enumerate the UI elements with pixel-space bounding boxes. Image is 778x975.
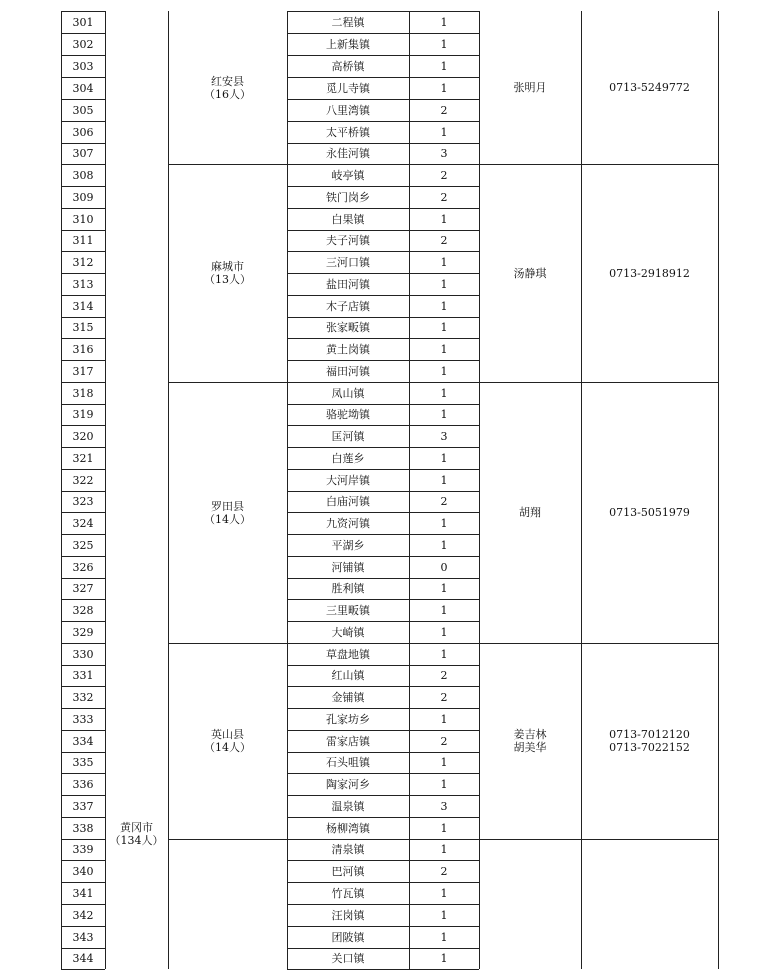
row-number: 336 xyxy=(72,777,94,791)
group-divider xyxy=(479,839,718,840)
town-name: 三河口镇 xyxy=(326,255,370,269)
grid-line-vertical xyxy=(718,11,719,969)
town-name: 陶家河乡 xyxy=(326,777,370,791)
row-number: 308 xyxy=(72,168,94,182)
town-name: 岐亭镇 xyxy=(331,168,365,182)
row-number: 339 xyxy=(72,843,94,856)
row-number: 319 xyxy=(72,408,94,421)
quota-count: 2 xyxy=(440,864,448,878)
town-name: 白果镇 xyxy=(331,212,365,226)
town-name: 九资河镇 xyxy=(326,516,370,530)
quota-count: 1 xyxy=(440,342,448,356)
contact-name: 张明月 xyxy=(513,81,547,94)
town-name: 平湖乡 xyxy=(331,538,365,552)
town-name: 河铺镇 xyxy=(331,560,365,574)
town-name: 雷家店镇 xyxy=(326,734,370,748)
row-number: 323 xyxy=(72,495,94,508)
phone-number: 0713-2918912 xyxy=(609,266,690,280)
quota-count: 2 xyxy=(440,103,448,117)
row-number: 340 xyxy=(72,864,94,878)
town-name: 温泉镇 xyxy=(331,799,365,813)
town-name: 觅儿寺镇 xyxy=(326,81,370,95)
quota-count: 3 xyxy=(440,799,448,813)
group-divider xyxy=(168,839,287,840)
county-name: 英山县 xyxy=(211,728,244,741)
county-name: 麻城市 xyxy=(211,260,244,273)
grid-line-horizontal xyxy=(287,969,479,970)
quota-count: 1 xyxy=(440,386,448,400)
town-name: 白庙河镇 xyxy=(326,495,370,508)
county-cell xyxy=(168,643,287,839)
quota-count: 1 xyxy=(440,582,448,595)
row-number: 328 xyxy=(72,603,94,617)
quota-count: 2 xyxy=(440,495,448,508)
town-name: 骆驼坳镇 xyxy=(326,408,370,421)
row-number: 344 xyxy=(72,952,94,965)
town-name: 三里畈镇 xyxy=(326,603,370,617)
quota-count: 1 xyxy=(440,37,448,51)
town-name: 上新集镇 xyxy=(326,37,370,51)
city-name: 黄冈市 xyxy=(120,821,153,834)
quota-count: 1 xyxy=(440,408,448,421)
contact-cell xyxy=(479,164,581,382)
quota-count: 0 xyxy=(440,560,448,574)
city-cell xyxy=(105,816,168,852)
phone-number: 0713-7012120 xyxy=(609,728,690,741)
row-number: 309 xyxy=(72,190,94,204)
row-number: 305 xyxy=(72,103,94,117)
phone-cell xyxy=(581,382,718,643)
row-number: 341 xyxy=(72,886,94,900)
town-name: 永佳河镇 xyxy=(326,147,370,160)
row-number: 318 xyxy=(72,386,94,400)
row-number: 342 xyxy=(72,908,94,922)
quota-count: 1 xyxy=(440,647,448,661)
contact-cell xyxy=(479,11,581,164)
row-number: 329 xyxy=(72,625,94,639)
town-name: 孔家坊乡 xyxy=(326,712,370,726)
row-number: 338 xyxy=(72,821,94,835)
town-name: 关口镇 xyxy=(331,952,365,965)
quota-count: 2 xyxy=(440,669,448,682)
quota-count: 1 xyxy=(440,277,448,291)
quota-count: 1 xyxy=(440,821,448,835)
county-total: （14人） xyxy=(204,512,251,526)
row-number: 303 xyxy=(72,59,94,73)
row-number: 307 xyxy=(72,147,94,160)
town-name: 杨柳湾镇 xyxy=(326,821,370,835)
county-cell xyxy=(168,11,287,164)
quota-count: 1 xyxy=(440,473,448,487)
row-number: 314 xyxy=(72,299,94,313)
town-name: 竹瓦镇 xyxy=(331,886,365,900)
phone-cell xyxy=(581,643,718,839)
contact-name: 胡美华 xyxy=(513,741,547,754)
row-number: 312 xyxy=(72,255,94,269)
row-number: 337 xyxy=(72,799,94,813)
town-name: 红山镇 xyxy=(331,669,365,682)
quota-count: 1 xyxy=(440,81,448,95)
city-total: （134人） xyxy=(109,834,164,847)
town-name: 木子店镇 xyxy=(326,299,370,313)
quota-count: 1 xyxy=(440,952,448,965)
row-number: 324 xyxy=(72,516,94,530)
town-name: 铁门岗乡 xyxy=(326,190,370,204)
town-name: 清泉镇 xyxy=(331,843,365,856)
town-name: 草盘地镇 xyxy=(326,647,370,661)
row-number: 334 xyxy=(72,734,94,748)
town-name: 匡河镇 xyxy=(331,429,365,443)
quota-count: 2 xyxy=(440,168,448,182)
county-cell xyxy=(168,382,287,643)
town-name: 白莲乡 xyxy=(331,451,365,465)
row-number: 327 xyxy=(72,582,94,595)
quota-count: 1 xyxy=(440,603,448,617)
quota-count: 1 xyxy=(440,125,448,139)
quota-count: 1 xyxy=(440,625,448,639)
town-name: 大河岸镇 xyxy=(326,473,370,487)
contact-name: 汤静琪 xyxy=(513,266,547,280)
row-number: 310 xyxy=(72,212,94,226)
row-number: 316 xyxy=(72,342,94,356)
quota-count: 1 xyxy=(440,451,448,465)
town-name: 张家畈镇 xyxy=(326,321,370,334)
row-number: 313 xyxy=(72,277,94,291)
contact-cell xyxy=(479,643,581,839)
county-total: （16人） xyxy=(204,87,251,101)
quota-count: 1 xyxy=(440,364,448,378)
quota-count: 1 xyxy=(440,538,448,552)
contact-name: 姜吉林 xyxy=(513,728,547,741)
row-number: 325 xyxy=(72,538,94,552)
row-number: 332 xyxy=(72,690,94,704)
quota-count: 2 xyxy=(440,234,448,247)
quota-count: 1 xyxy=(440,212,448,226)
town-name: 八里湾镇 xyxy=(326,103,370,117)
county-total: （13人） xyxy=(204,273,251,286)
quota-count: 1 xyxy=(440,15,448,29)
town-name: 胜利镇 xyxy=(331,582,365,595)
town-name: 盐田河镇 xyxy=(326,277,370,291)
quota-count: 2 xyxy=(440,690,448,704)
phone-cell xyxy=(581,164,718,382)
row-number: 320 xyxy=(72,429,94,443)
row-number: 322 xyxy=(72,473,94,487)
row-number: 321 xyxy=(72,451,94,465)
row-number: 315 xyxy=(72,321,94,334)
row-number: 326 xyxy=(72,560,94,574)
phone-number: 0713-7022152 xyxy=(609,741,690,754)
quota-count: 1 xyxy=(440,255,448,269)
quota-count: 1 xyxy=(440,843,448,856)
phone-cell xyxy=(581,11,718,164)
row-number: 343 xyxy=(72,930,94,944)
quota-count: 1 xyxy=(440,516,448,530)
phone-number: 0713-5249772 xyxy=(609,81,690,94)
quota-count: 1 xyxy=(440,930,448,944)
quota-count: 1 xyxy=(440,908,448,922)
row-number: 302 xyxy=(72,37,94,51)
quota-count: 3 xyxy=(440,147,448,160)
quota-count: 2 xyxy=(440,190,448,204)
row-number: 317 xyxy=(72,364,94,378)
town-name: 高桥镇 xyxy=(331,59,365,73)
row-number: 330 xyxy=(72,647,94,661)
row-number: 311 xyxy=(72,234,94,247)
quota-count: 3 xyxy=(440,429,448,443)
town-name: 大崎镇 xyxy=(331,625,365,639)
town-name: 黄土岗镇 xyxy=(326,342,370,356)
quota-count: 1 xyxy=(440,299,448,313)
row-number: 304 xyxy=(72,81,94,95)
town-name: 汪岗镇 xyxy=(331,908,365,922)
quota-count: 2 xyxy=(440,734,448,748)
row-number: 306 xyxy=(72,125,94,139)
quota-count: 1 xyxy=(440,59,448,73)
county-name: 红安县 xyxy=(211,74,244,88)
town-name: 凤山镇 xyxy=(331,386,365,400)
grid-line-horizontal xyxy=(61,969,105,970)
row-number: 335 xyxy=(72,756,94,769)
quota-count: 1 xyxy=(440,777,448,791)
county-cell xyxy=(168,164,287,382)
town-name: 金铺镇 xyxy=(331,690,365,704)
town-name: 夫子河镇 xyxy=(326,234,370,247)
town-name: 二程镇 xyxy=(331,15,365,29)
row-number: 301 xyxy=(72,15,94,29)
contact-cell xyxy=(479,382,581,643)
row-number: 333 xyxy=(72,712,94,726)
town-name: 太平桥镇 xyxy=(326,125,370,139)
county-total: （14人） xyxy=(204,741,251,754)
town-name: 巴河镇 xyxy=(331,864,365,878)
quota-count: 1 xyxy=(440,756,448,769)
quota-count: 1 xyxy=(440,886,448,900)
quota-count: 1 xyxy=(440,321,448,334)
town-name: 石头咀镇 xyxy=(326,756,370,769)
contact-name: 胡翔 xyxy=(519,506,541,519)
quota-count: 1 xyxy=(440,712,448,726)
town-name: 团陂镇 xyxy=(331,930,365,944)
phone-number: 0713-5051979 xyxy=(609,506,690,519)
county-name: 罗田县 xyxy=(211,499,244,513)
town-name: 福田河镇 xyxy=(326,364,370,378)
row-number: 331 xyxy=(72,669,94,682)
